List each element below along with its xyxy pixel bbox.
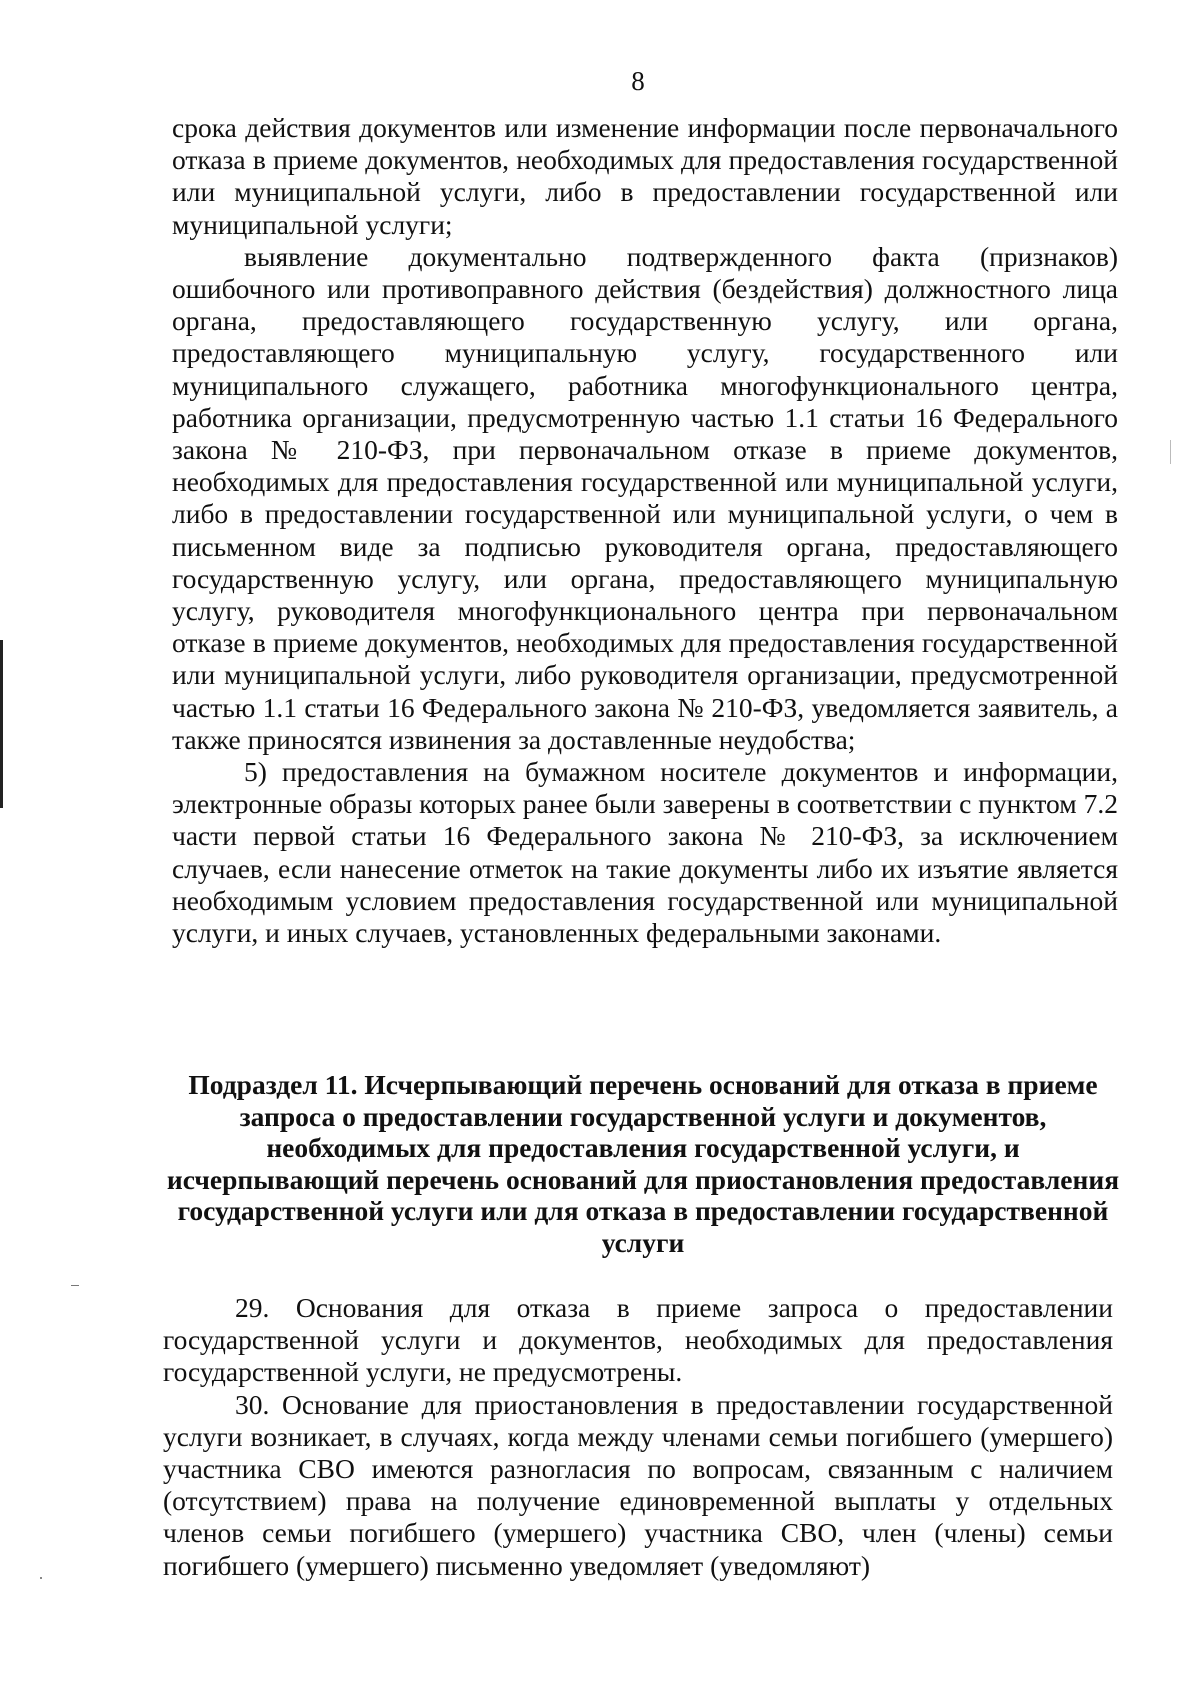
scan-speck <box>71 1285 79 1286</box>
text-block-bottom <box>163 1292 1113 1582</box>
scan-edge-mark <box>0 640 3 808</box>
scan-speck <box>1170 440 1171 464</box>
scan-speck <box>40 1577 42 1579</box>
text-block-top <box>172 112 1118 949</box>
paragraph-29: 29. Основания для отказа в приеме запроса о предоставлении государственной услуги и документов, необходимых для предоставления государственной услуги, не предусмотрены. <box>163 1292 1113 1388</box>
paragraph-fact-detection: выявление документально подтвержденного факта (признаков) ошибочного или противоправного действия (бездействия) должностного лица органа, предоставляющего государственную услугу, или органа, предоставляющего муниципальную услугу, государственного или муниципального служащего, работника многофункционального центра, работника организации, предусмотренную частью 1.1 статьи 16 Федерального закона № 210-ФЗ, при первоначальном отказе в приеме документов, необходимых для предоставления государственной или муниципальной услуги, либо в предоставлении государственной или муниципальной услуги, о чем в письменном виде за подписью руководителя органа, предоставляющего государственную услугу, или органа, предоставляющего муниципальную услугу, руководителя многофункционального центра при первоначальном отказе в приеме документов, необходимых для предоставления государственной или муниципальной услуги, либо руководителя организации, предусмотренной частью 1.1 статьи 16 Федерального закона № 210-ФЗ, уведомляется заявитель, а также приносятся извинения за доставленные неудобства; <box>172 240 1118 755</box>
subsection-heading: Подраздел 11. Исчерпывающий перечень оснований для отказа в приеме запроса о предоставлении государственной услуги и документов, необходимых для предоставления государственной услуги, и исчерпывающий перечень оснований для приостановления предоставления государственной услуги или для отказа в предоставлении государственной услуги <box>166 1069 1120 1258</box>
paragraph-continuation: срока действия документов или изменение информации после первоначального отказа в приеме документов, необходимых для предоставления государственной или муниципальной услуги, либо в предоставлении государственной или муниципальной услуги; <box>172 112 1118 240</box>
page-number: 8 <box>631 66 645 96</box>
paragraph-30: 30. Основание для приостановления в предоставлении государственной услуги возникает, в случаях, когда между членами семьи погибшего (умершего) участника СВО имеются разногласия по вопросам, связанным с наличием (отсутствием) права на получение единовременной выплаты у отдельных членов семьи погибшего (умершего) участника СВО, член (члены) семьи погибшего (умершего) письменно уведомляет (уведомляют) <box>163 1388 1113 1581</box>
paragraph-item-5: 5) предоставления на бумажном носителе документов и информации, электронные образы которых ранее были заверены в соответствии с пунктом 7.2 части первой статьи 16 Федерального закона № 210-ФЗ, за исключением случаев, если нанесение отметок на такие документы либо их изъятие является необходимым условием предоставления государственной или муниципальной услуги, и иных случаев, установленных федеральными законами. <box>172 756 1118 949</box>
